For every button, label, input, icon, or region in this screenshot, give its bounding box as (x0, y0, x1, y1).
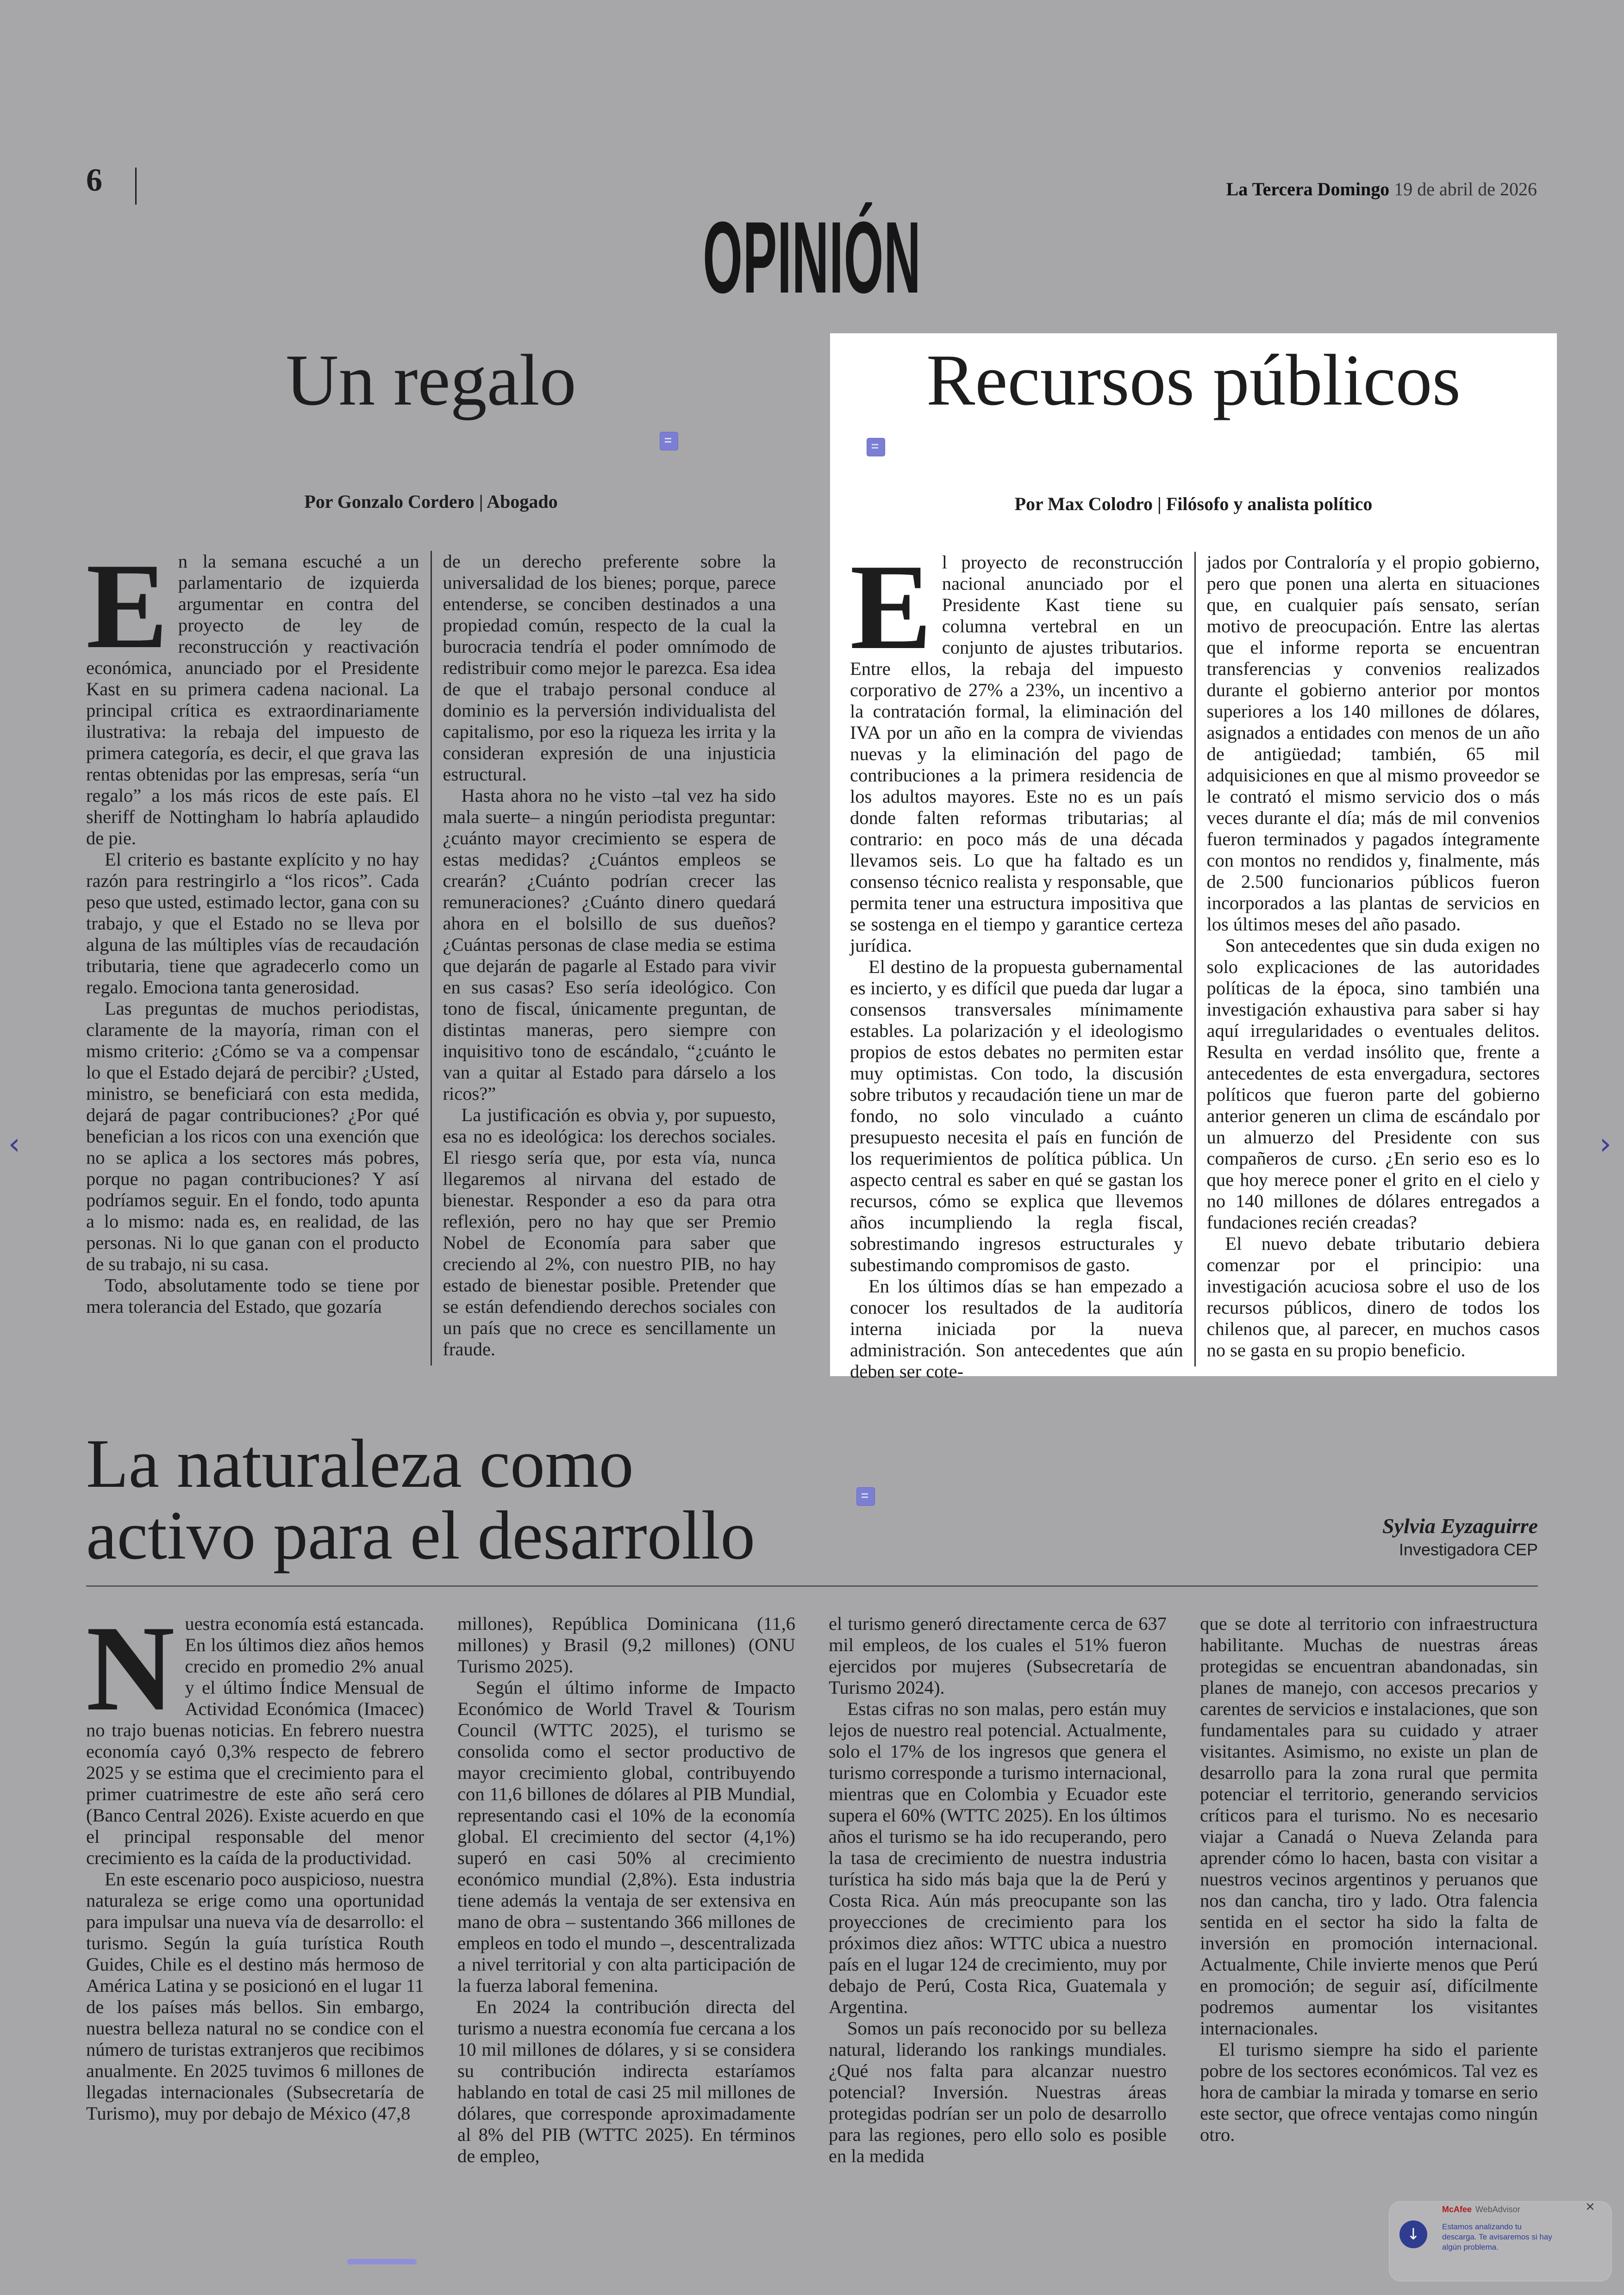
paragraph: Hasta ahora no he visto –tal vez ha sido mala suerte– a ningún periodista preguntar: ¿cuánto mayor crecimiento se espera de estas medidas? ¿Cuántos empleos se crearán? ¿Cuánto podrían crecer las remuneraciones? ¿Cuánto dinero quedará ahora en el bolsillo de sus dueños? ¿Cuántas personas de clase media se estima que dejarán de pagarle al Estado para vivir en sus casas? Eso sería ideológico. Con tono de fiscal, únicamente preguntan, de distintas maneras, pero siempre con inquisitivo tono de escándalo, “¿cuánto le van a quitar al Estado para dárselo a los ricos?” (443, 785, 776, 1104)
previous-page-arrow-icon[interactable]: ‹ (8, 1127, 20, 1161)
page-number: 6 (86, 162, 102, 198)
article-column (443, 551, 776, 1366)
download-icon: ↓ (1399, 2220, 1427, 2248)
drop-cap: N (86, 1601, 175, 1736)
paragraph: Somos un país reconocido por su belleza natural, liderando los rankings mundiales. ¿Qué nos falta para alcanzar nuestro potencial? Inversión. Nuestras áreas protegidas podrían ser un polo de desarrollo para las regiones, pero ello solo es posible en la medida (829, 2018, 1167, 2166)
paragraph: En los últimos días se han empezado a conocer los resultados de la auditoría interna iniciada por la nueva administración. Son antecedentes que aún deben ser cote- (850, 1276, 1183, 1382)
article-column (1207, 552, 1540, 1366)
paragraph: de un derecho preferente sobre la universalidad de los bienes; porque, parece entenderse, se conciben destinados a una propiedad común, respecto de la cual la burocracia tendría el poder omnímodo de redistribuir como mejor le parezca. Esa idea de que el trabajo personal conduce al dominio es la perversión individualista del capitalismo, por eso la riqueza les irrita y la consideran expresión de una injusticia estructural. (443, 551, 776, 785)
author-block (1382, 1514, 1538, 1559)
article-column (86, 538, 419, 1366)
section-title: OPINIÓN (703, 200, 921, 314)
author-role: Investigadora CEP (1399, 1540, 1538, 1559)
toast-message: Estamos analizando tu descarga. Te avisaremos si hay algún problema. (1442, 2222, 1552, 2251)
article-column (86, 1601, 424, 2141)
paragraph: Según el último informe de Impacto Económico de World Travel & Tourism Council (WTTC 2025), el turismo se consolida como el sector productivo de mayor crecimiento global, contribuyendo con 11,6 billones de dólares al PIB Mundial, representando casi el 10% de la economía global. El crecimiento del sector (4,1%) superó en casi 50% al crecimiento económico mundial (2,8%). Esta industria tiene además la ventaja de ser extensiva en mano de obra – sustentando 366 millones de empleos en todo el mundo –, descentralizada a nivel territorial y con alta participación de la fuerza laboral femenina. (457, 1677, 795, 1996)
article-byline: Por Gonzalo Cordero | Abogado (304, 491, 558, 512)
article-title-line: activo para el desarrollo (86, 1497, 756, 1574)
header-divider (135, 168, 137, 205)
title-rule (86, 1585, 1538, 1587)
paragraph: El destino de la propuesta gubernamental es incierto, y es difícil que pueda dar lugar a consensos transversales mínimamente estables. La polarización y el ideologismo propios de estos debates no permiten estar muy optimistas. Con todo, la discusión sobre tributos y recaudación tiene un mar de fondo, no solo vinculado a cuánto presupuesto necesita el país en función de los requerimientos de política pública. Un aspecto central es saber en qué se gastan los recursos, cómo se explica que llevemos años incumpliendo la regla fiscal, sobrestimando ingresos estructurales y subestimando compromisos de gasto. (850, 956, 1183, 1275)
horizontal-scrollbar[interactable] (347, 2259, 417, 2264)
article-title: Un regalo (286, 340, 576, 421)
masthead (1226, 178, 1537, 200)
article-column (1200, 1613, 1538, 2145)
paragraph: El criterio es bastante explícito y no hay razón para restringirlo a “los ricos”. Cada peso que usted, estimado lector, gana con su trabajo, y que el Estado no se lleva por alguna de las múltiples vías de recaudación tributaria, tiene que agradecerlo como un regalo. Emociona tanta generosidad. (86, 849, 419, 998)
paragraph: Todo, absolutamente todo se tiene por mera tolerancia del Estado, que gozaría (86, 1275, 419, 1317)
article-byline: Por Max Colodro | Filósofo y analista político (1014, 493, 1373, 514)
toast-brand-name: McAfee (1442, 2205, 1472, 2214)
paragraph: Estas cifras no son malas, pero están muy lejos de nuestro real potencial. Actualmente, solo el 17% de los ingresos que genera el turismo corresponde a turismo internacional, mientras que en Colombia y Ecuador este supera el 60% (WTTC 2025). En los últimos años el turismo se ha ido recuperando, pero la tasa de crecimiento de nuestra industria turística ha sido más baja que la de Perú y Costa Rica. Aún más preocupante son las proyecciones de crecimiento para los próximos diez años: WTTC ubica a nuestro país en el lugar 124 de crecimiento, muy por debajo de Perú, Costa Rica, Guatemala y Argentina. (829, 1698, 1167, 2017)
article-title (86, 1425, 756, 1574)
article-title-line: La naturaleza como (86, 1425, 634, 1502)
paragraph: Son antecedentes que sin duda exigen no solo explicaciones de las autoridades políticas de la época, sino también una investigación exhaustiva para saber si hay aquí irregularidades o eventuales delitos. Resulta en verdad insólito que, frente a antecedentes de esta envergadura, sectores políticos que fueron parte del gobierno anterior generen un clima de escándalo por un almuerzo del Presidente con sus compañeros de curso. ¿En serio eso es lo que hoy merece poner el grito en el cielo y no 140 millones de dólares entregados a fundaciones recién creadas? (1206, 935, 1540, 1233)
paragraph: que se dote al territorio con infraestructura habilitante. Muchas de nuestras áreas protegidas se encuentran abandonadas, sin planes de manejo, con accesos precarios y carentes de servicios e instalaciones, que son fundamentales para su cuidado y atraer visitantes. Asimismo, no existe un plan de desarrollo para la zona rural que permita potenciar el territorio, generando servicios críticos para el turismo. No es necesario viajar a Canadá o Nueva Zelanda para aprender cómo lo hacen, basta con visitar a nuestros vecinos argentinos y peruanos que nos dan cancha, tiro y lado. Otra falencia sentida en el sector ha sido la falta de inversión en promoción internacional. Actualmente, Chile invierte menos que Perú en promoción; de seguir así, difícilmente podremos aumentar los visitantes internacionales. (1200, 1613, 1538, 2039)
article-column (457, 1613, 795, 2166)
column-divider (1194, 552, 1196, 1366)
issue-date: 19 de abril de 2026 (1394, 179, 1537, 200)
annotation-note-icon[interactable] (867, 438, 885, 456)
paragraph: El nuevo debate tributario debiera comenzar por el principio: una investigación acuciosa sobre el uso de los recursos públicos, dinero de todos los chilenos que, al parecer, en muchos casos no se gasta en su propio beneficio. (1206, 1233, 1540, 1360)
paragraph: jados por Contraloría y el propio gobierno, pero que ponen una alerta en situaciones que, en cualquier país sensato, serían motivo de preocupación. Entre las alertas que el informe reporta se encuentran transferencias y convenios realizados durante el gobierno anterior por montos superiores a los 140 millones de dólares, asignados a entidades con menos de un año de antigüedad; también, 65 mil adquisiciones en que al mismo proveedor se le contrató el mismo servicio dos o más veces durante el día; más de mil convenios fueron terminados y pagados íntegramente con montos no rendidos y, finalmente, más de 2.500 funcionarios públicos fueron incorporados a las plantas de servicios en los últimos meses del año pasado. (1206, 552, 1540, 935)
drop-cap: E (86, 538, 168, 674)
article-title: Recursos públicos (926, 340, 1461, 421)
paragraph: el turismo generó directamente cerca de 637 mil empleos, de los cuales el 51% fueron ejercidos por mujeres (Subsecretaría de Turismo 2024). (829, 1613, 1167, 1698)
paragraph: El turismo siempre ha sido el pariente pobre de los sectores económicos. Tal vez es hora de cambiar la mirada y tomarse en serio este sector, que ofrece ventajas como ningún otro. (1200, 2039, 1538, 2145)
annotation-note-icon[interactable] (660, 432, 678, 450)
article-body (86, 1601, 1538, 2166)
paragraph: n la semana escuché a un parlamentario de izquierda argumentar en contra del proyecto de ley de reconstrucción y reactivación económica, anunciado por el Presidente Kast en su primera cadena nacional. La principal crítica es extraordinariamente ilustrativa: la rebaja del impuesto de primera categoría, es decir, el que grava las rentas obtenidas por las empresas, sería “un regalo” a los más ricos de este país. El sheriff de Nottingham lo habría aplaudido de pie. (86, 551, 419, 848)
author-name: Sylvia Eyzaguirre (1382, 1514, 1538, 1538)
toast-brand (1442, 2205, 1520, 2214)
article-body (850, 539, 1540, 1382)
paragraph: La justificación es obvia y, por supuesto, esa no es ideológica: los derechos sociales. El riesgo sería que, por esta vía, nunca llegaremos al nirvana del estado de bienestar. Responder a eso da para otra reflexión, pero no hay que ser Premio Nobel de Economía para saber que creciendo al 2%, con nuestro PIB, no hay estado de bienestar posible. Pretender que se están defendiendo derechos sociales con un país que no crece es sencillamente un fraude. (443, 1104, 776, 1360)
column-divider (431, 551, 432, 1366)
toast-close-icon[interactable]: × (1585, 2200, 1595, 2214)
paragraph: l proyecto de reconstrucción nacional anunciado por el Presidente Kast tiene su columna vertebral en un conjunto de ajustes tributarios. Entre ellos, la rebaja del impuesto corporativo de 27% a 23%, un incentivo a la contratación formal, la eliminación del IVA por un año en la compra de viviendas nuevas y la eliminación del pago de contribuciones a la primera residencia de los adultos mayores. Este no es un país donde falten reformas tributarias; al contrario: en poco más de una década llevamos seis. Lo que ha faltado es un consenso técnico realista y responsable, que permita tener una estructura impositiva que se sostenga en el tiempo y garantice certeza jurídica. (850, 552, 1183, 956)
next-page-arrow-icon[interactable]: › (1599, 1127, 1612, 1161)
article-column (850, 539, 1183, 1382)
paragraph: En este escenario poco auspicioso, nuestra naturaleza se erige como una oportunidad para impulsar una nueva vía de desarrollo: el turismo. Según la guía turística Routh Guides, Chile es el destino más hermoso de América Latina y se posicionó en el lugar 11 de los países más bellos. Sin embargo, nuestra belleza natural no se condice con el número de turistas extranjeros que recibimos anualmente. En 2025 tuvimos 6 millones de llegadas internacionales (Subsecretaría de Turismo), muy por debajo de México (47,8 (86, 1869, 424, 2124)
paragraph: uestra economía está estancada. En los últimos diez años hemos crecido en promedio 2% anual y el último Índice Mensual de Actividad Económica (Imacec) no trajo buenas noticias. En febrero nuestra economía cayó 0,3% respecto de febrero 2025 y se estima que el crecimiento para el primer cuatrimestre de este año será cero (Banco Central 2026). Existe acuerdo en que el principal responsable del menor crecimiento es la caída de la productividad. (86, 1613, 424, 1868)
annotation-note-icon[interactable] (856, 1487, 875, 1506)
drop-cap: E (850, 539, 932, 675)
toast-product-name: WebAdvisor (1475, 2205, 1520, 2214)
paragraph: En 2024 la contribución directa del turismo a nuestra economía fue cercana a los 10 mil millones de dólares, y si se considera su contribución indirecta estaríamos hablando en total de casi 25 mil millones de dólares, que corresponde aproximadamente al 8% del PIB (WTTC 2025). En términos de empleo, (457, 1996, 795, 2166)
newspaper-name: La Tercera Domingo (1226, 179, 1390, 200)
paragraph: Las preguntas de muchos periodistas, claramente de la mayoría, riman con el mismo criterio: ¿Cómo se va a compensar lo que el Estado dejará de percibir? ¿Usted, ministro, se beneficiará con esta medida, dejará de pagar contribuciones? ¿Por qué benefician a los ricos con una exención que no se aplica a los sectores más pobres, porque no pagan contribuciones? Y así podríamos seguir. En el fondo, todo apunta a lo mismo: nada es, en realidad, de las personas. Ni lo que ganan con el producto de su trabajo, ni su casa. (86, 998, 419, 1274)
article-body (86, 538, 776, 1366)
paragraph: millones), República Dominicana (11,6 millones) y Brasil (9,2 millones) (ONU Turismo 2025). (457, 1613, 795, 1677)
article-column (829, 1613, 1167, 2166)
